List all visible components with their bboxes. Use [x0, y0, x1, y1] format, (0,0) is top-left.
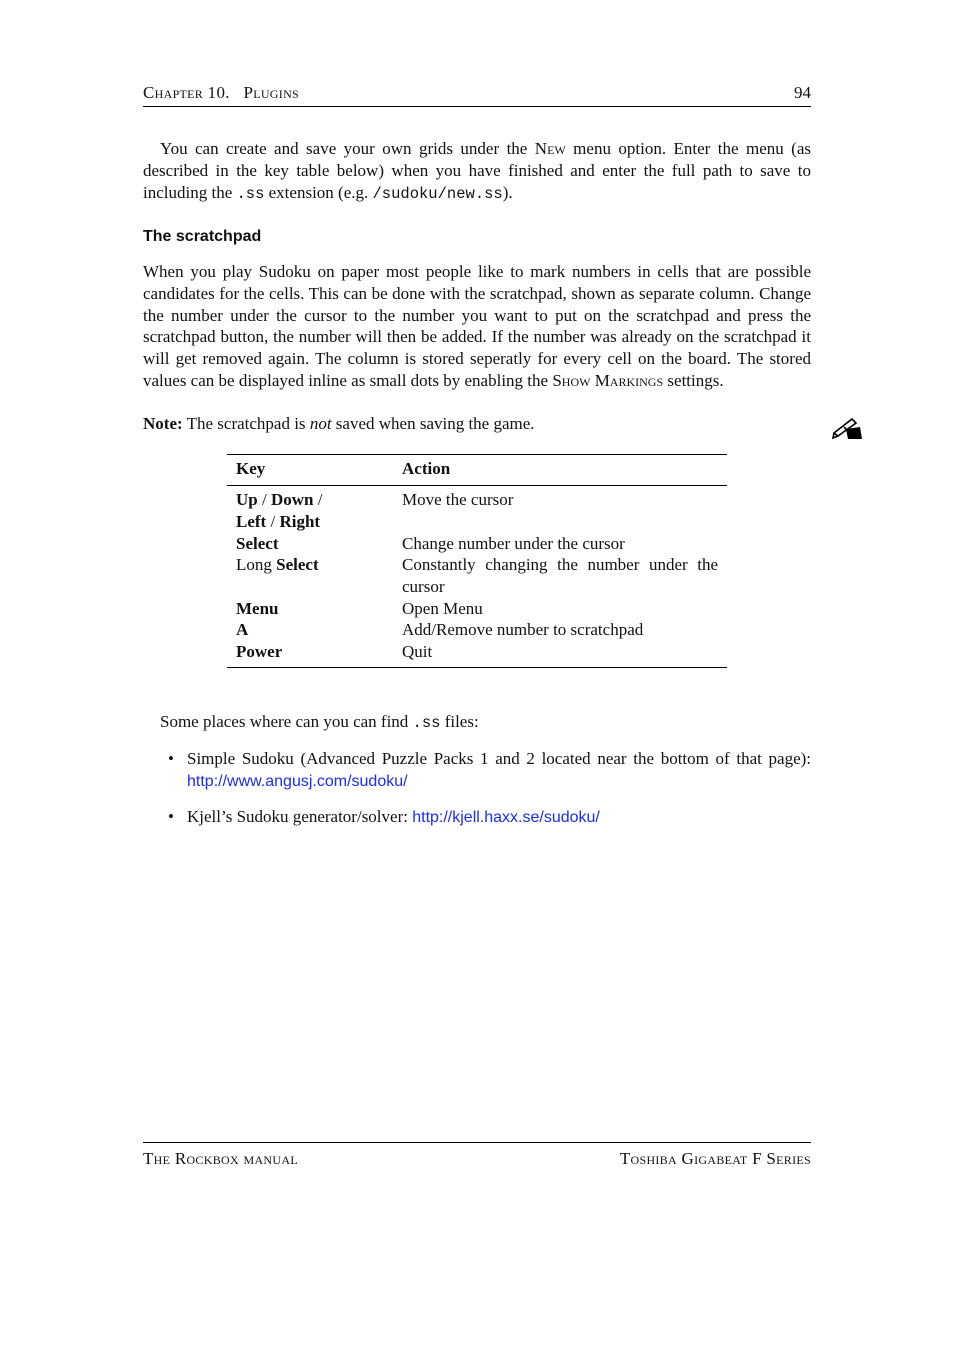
places-text-1: Some places where can you can find — [160, 712, 413, 731]
places-intro — [160, 712, 479, 732]
key-cell — [236, 489, 396, 533]
intro-text-2: menu option. Enter the menu (as described in the key table below) when you have finished and enter the full path to save to including the — [143, 139, 812, 202]
table-header-rule — [227, 485, 727, 486]
list-item-text — [187, 806, 811, 829]
key-cell — [236, 598, 396, 620]
column-header-action: Action — [402, 459, 451, 478]
ss-extension: .ss — [236, 184, 265, 203]
page-number: 94 — [794, 83, 811, 102]
key-cell — [236, 619, 396, 641]
places-text-2: files: — [440, 712, 479, 731]
key-right: Right — [279, 512, 321, 531]
intro-text-4: ). — [502, 182, 513, 202]
key-cell — [236, 641, 396, 663]
action-cell: Change number under the cursor — [402, 534, 625, 553]
scratchpad-text-2: settings. — [663, 370, 724, 390]
list-item-label: Simple Sudoku (Advanced Puzzle Packs 1 and 2 located near the bottom of that page): — [187, 749, 811, 768]
key-left: Left — [236, 512, 267, 531]
note-text-2: saved when saving the game. — [331, 414, 535, 433]
note-paragraph — [143, 413, 811, 435]
key-long-select: Select — [276, 555, 319, 574]
bullet-icon: • — [168, 807, 174, 826]
list-item-text — [187, 748, 811, 793]
action-cell: Add/Remove number to scratchpad — [402, 620, 644, 639]
note-label: Note: — [143, 414, 183, 433]
page-header — [143, 82, 811, 107]
column-header-key: Key — [236, 459, 266, 478]
table-bottom-rule — [227, 667, 727, 668]
table-top-rule — [227, 454, 727, 455]
action-cell: Constantly changing the number under the cursor — [402, 555, 718, 596]
key-power: Power — [236, 642, 283, 661]
key-menu: Menu — [236, 599, 279, 618]
key-prefix: Long — [236, 555, 277, 574]
angusj-link[interactable]: http://www.angusj.com/sudoku/ — [187, 773, 408, 790]
note-emphasis: not — [309, 414, 332, 433]
key-select: Select — [236, 534, 279, 553]
list-item-label: Kjell’s Sudoku generator/solver: — [187, 807, 413, 826]
note-text-1: The scratchpad is — [182, 414, 310, 433]
manual-title: The Rockbox manual — [143, 1149, 298, 1168]
key-up: Up — [236, 490, 258, 509]
writing-hand-icon — [832, 415, 864, 441]
section-title: The scratchpad — [143, 228, 262, 245]
scratchpad-paragraph — [143, 261, 811, 392]
device-series: Toshiba Gigabeat F Series — [619, 1149, 811, 1168]
action-cell: Quit — [402, 642, 433, 661]
key-separator: / — [313, 490, 323, 509]
example-path: /sudoku/new.ss — [372, 184, 503, 203]
action-cell: Move the cursor — [402, 490, 514, 509]
kjell-link[interactable]: http://kjell.haxx.se/sudoku/ — [412, 809, 600, 826]
bullet-icon: • — [168, 749, 174, 768]
intro-paragraph — [143, 138, 811, 205]
key-a: A — [236, 620, 249, 639]
key-separator: / — [257, 490, 271, 509]
show-markings-setting: Show Markings — [552, 370, 664, 390]
key-cell — [236, 554, 396, 576]
key-down: Down — [270, 490, 314, 509]
intro-text-3: extension (e.g. — [264, 182, 373, 202]
chapter-title: Chapter 10. Plugins — [143, 83, 300, 102]
ss-extension: .ss — [412, 714, 441, 732]
key-separator: / — [266, 512, 280, 531]
scratchpad-text-1: When you play Sudoku on paper most people like to mark numbers in cells that are possible candidates for the cells. This can be done with the scratchpad, shown as separate column. Change the number under the cursor to the number you want to put on the scratchpad and press the scratchpad button, the number will then be added. If the number was already on the scratchpad it will get removed again. The column is stored seperatly for every cell on the board. The stored values can be displayed inline as small dots by enabling the — [143, 262, 811, 390]
key-cell — [236, 533, 396, 555]
page-footer — [143, 1142, 811, 1168]
action-cell: Open Menu — [402, 599, 483, 618]
new-menu-option: New — [534, 139, 566, 158]
intro-text-1: You can create and save your own grids under the — [160, 139, 535, 158]
